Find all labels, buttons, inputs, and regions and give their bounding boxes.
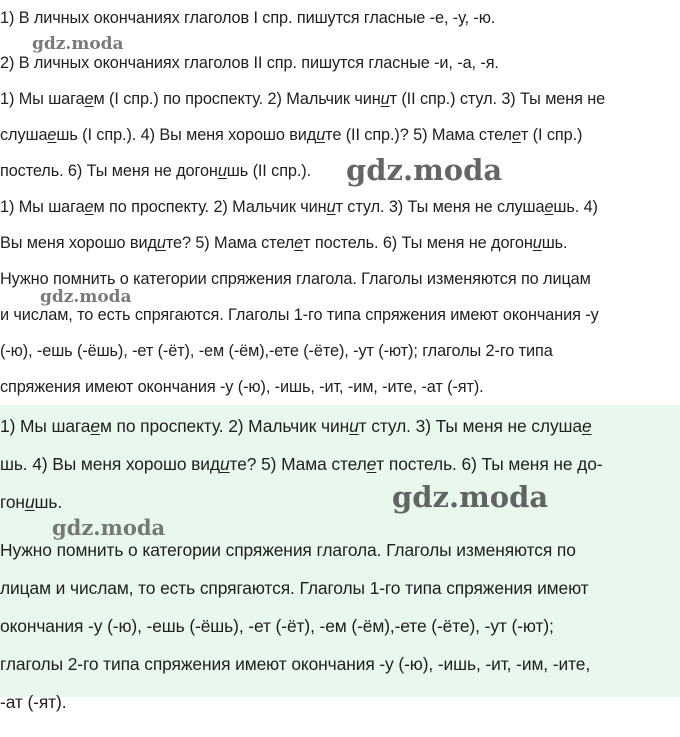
ending-letter: и bbox=[326, 198, 336, 216]
ending-letter: е bbox=[511, 126, 521, 144]
ending-letter: и bbox=[219, 454, 230, 474]
ending-letter: е bbox=[581, 416, 592, 436]
ending-letter: е bbox=[544, 198, 554, 216]
explanation-line-4: спряжения имеют окончания -у (-ю), -ишь, -ит, -им, -ите, -ат (-ят). bbox=[0, 378, 484, 396]
explanation-line-3: (-ю), -ешь (-ёшь), -ет (-ёт), -ем (-ём),-ете (-ёте), -ут (-ют); глаголы 2-го типа bbox=[0, 342, 553, 360]
ending-letter: и bbox=[24, 492, 35, 512]
explanation-line-2: и числам, то есть спрягаются. Глаголы 1-го типа спряжения имеют окончания -у bbox=[0, 306, 599, 324]
ending-letter: и bbox=[156, 234, 166, 252]
green-explanation-line-1: Нужно помнить о категории спряжения глагола. Глаголы изменяются по bbox=[0, 540, 576, 560]
ending-letter: и bbox=[349, 416, 359, 436]
green-example-line-3: гонишь. bbox=[0, 492, 63, 512]
ending-letter: и bbox=[380, 90, 390, 108]
rule-line-1: 1) В личных окончаниях глаголов I спр. пишутся гласные -е, -у, -ю. bbox=[0, 9, 496, 27]
watermark-logo: gdz.moda bbox=[346, 153, 503, 187]
example-line-4: 1) Мы шагаем по проспекту. 2) Мальчик чинит стул. 3) Ты меня не слушаешь. 4) bbox=[0, 198, 598, 216]
example-line-5: Вы меня хорошо видите? 5) Мама стелет постель. 6) Ты меня не догонишь. bbox=[0, 234, 568, 252]
explanation-line-1: Нужно помнить о категории спряжения глагола. Глаголы изменяются по лицам bbox=[0, 270, 591, 288]
ending-letter: е bbox=[84, 198, 94, 216]
green-example-line-1: 1) Мы шагаем по проспекту. 2) Мальчик чинит стул. 3) Ты меня не слушае bbox=[0, 416, 592, 436]
green-explanation-line-5: -ат (-ят). bbox=[0, 692, 67, 712]
answer-block-2 bbox=[0, 405, 680, 712]
watermark-logo: gdz.moda bbox=[392, 480, 549, 514]
example-line-3: постель. 6) Ты меня не догонишь (II спр.). bbox=[0, 162, 312, 180]
ending-letter: и bbox=[217, 162, 227, 180]
green-explanation-line-4: глаголы 2-го типа спряжения имеют окончания -у (-ю), -ишь, -ит, -им, -ите, bbox=[0, 654, 591, 674]
watermark-logo: gdz.moda bbox=[32, 34, 124, 54]
ending-letter: е bbox=[90, 416, 100, 436]
green-explanation-line-2: лицам и числам, то есть спрягаются. Глаголы 1-го типа спряжения имеют bbox=[0, 578, 589, 598]
ending-letter: и bbox=[532, 234, 542, 252]
ending-letter: е bbox=[366, 454, 377, 474]
ending-letter: е bbox=[47, 126, 57, 144]
green-explanation-line-3: окончания -у (-ю), -ешь (-ёшь), -ет (-ёт), -ем (-ём),-ете (-ёте), -ут (-ют); bbox=[0, 616, 554, 636]
ending-letter: е bbox=[84, 90, 94, 108]
ending-letter: е bbox=[294, 234, 304, 252]
watermark-logo: gdz.moda bbox=[52, 515, 166, 540]
watermark-logo: gdz.moda bbox=[40, 287, 132, 307]
green-example-line-2: шь. 4) Вы меня хорошо видите? 5) Мама стелет постель. 6) Ты меня не до- bbox=[0, 454, 603, 474]
rule-line-2: 2) В личных окончаниях глаголов II спр. пишутся гласные -и, -а, -я. bbox=[0, 54, 499, 72]
ending-letter: и bbox=[316, 126, 326, 144]
example-line-1: 1) Мы шагаем (I спр.) по проспекту. 2) Мальчик чинит (II спр.) стул. 3) Ты меня не bbox=[0, 90, 606, 108]
example-line-2: слушаешь (I спр.). 4) Вы меня хорошо видите (II спр.)? 5) Мама стелет (I спр.) bbox=[0, 126, 583, 144]
